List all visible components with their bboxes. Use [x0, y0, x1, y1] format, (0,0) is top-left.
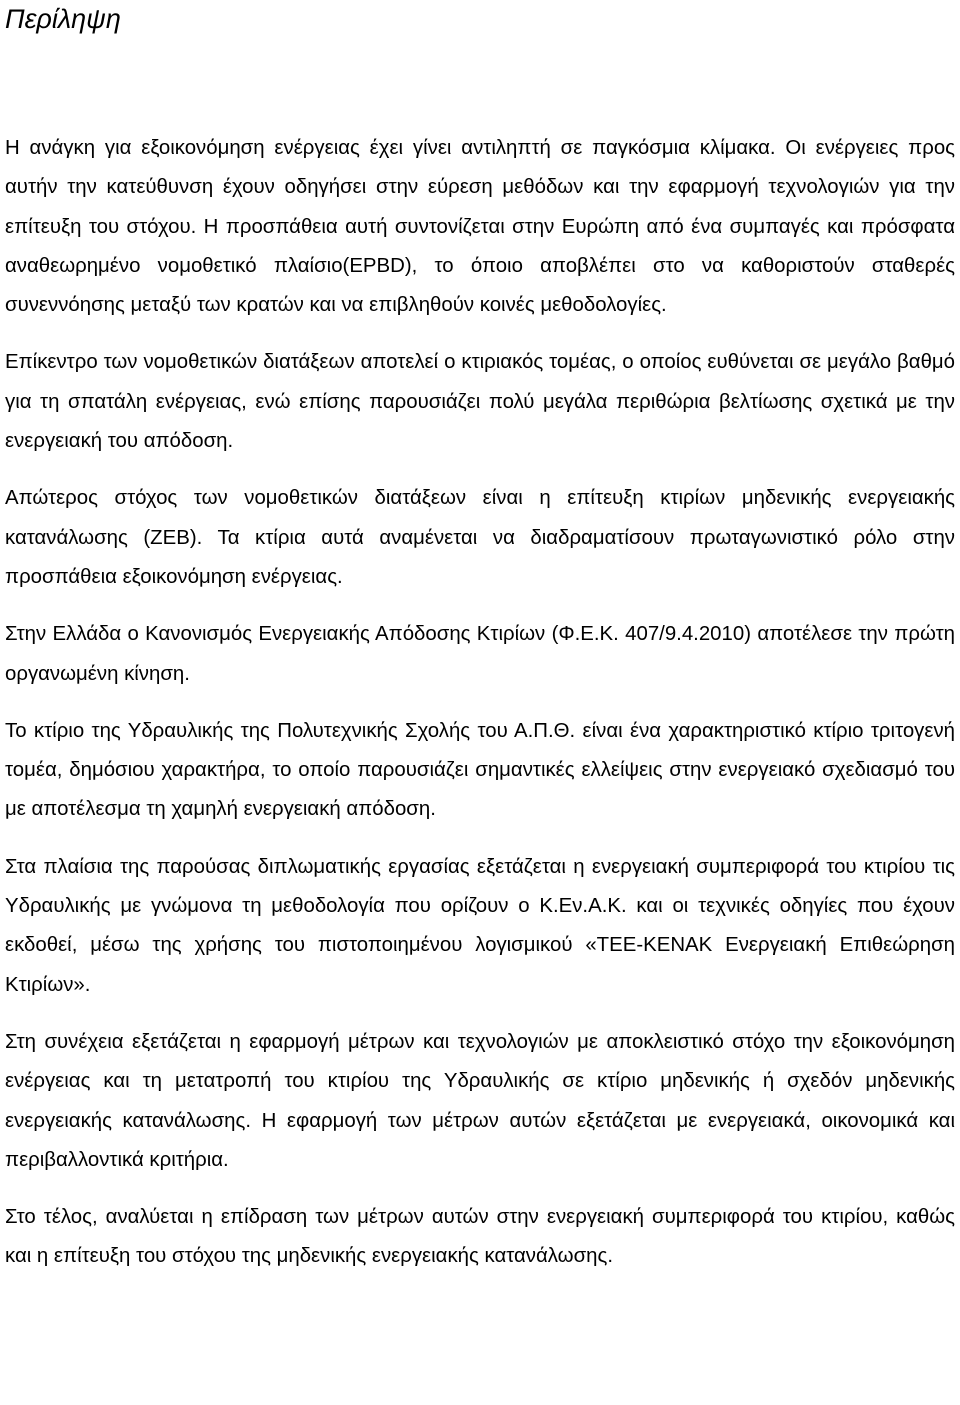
paragraph-3: Απώτερος στόχος των νομοθετικών διατάξεων είναι η επίτευξη κτιρίων μηδενικής ενεργειακής κατανάλωσης (ZEB). Τα κτίρια αυτά αναμένεται να διαδραματίσουν πρωταγωνιστικό ρόλο στην προσπάθεια εξοικονόμηση ενέργειας. [5, 487, 955, 588]
abstract-body [5, 129, 955, 1295]
document-page [5, 0, 955, 1268]
paragraph-1: Η ανάγκη για εξοικονόμηση ενέργειας έχει γίνει αντιληπτή σε παγκόσμια κλίμακα. Οι ενέργειες προς αυτήν την κατεύθυνση έχουν οδηγήσει στην εύρεση μεθόδων και την εφαρμογή τεχνολογιών για την επίτευξη του στόχου. Η προσπάθεια αυτή συντονίζεται στην Ευρώπη από ένα συμπαγές και πρόσφατα αναθεωρημένο νομοθετικό πλαίσιο(EPBD), το όποιο αποβλέπει στο να καθοριστούν σταθερές συνεννόησης μεταξύ των κρατών και να επιβληθούν κοινές μεθοδολογίες. [5, 137, 955, 317]
paragraph-6: Στα πλαίσια της παρούσας διπλωματικής εργασίας εξετάζεται η ενεργειακή συμπεριφορά του κτιρίου τις Υδραυλικής με γνώμονα τη μεθοδολογία που ορίζουν ο Κ.Εν.Α.Κ. και οι τεχνικές οδηγίες που έχουν εκδοθεί, μέσω της χρήσης του πιστοποιημένου λογισμικού «TEE-KENAK Ενεργειακή Επιθεώρηση Κτιρίων». [5, 855, 955, 996]
paragraph-8: Στο τέλος, αναλύεται η επίδραση των μέτρων αυτών στην ενεργειακή συμπεριφορά του κτιρίου, καθώς και η επίτευξη του στόχου της μηδενικής ενεργειακής κατανάλωσης. [5, 1206, 955, 1268]
paragraph-2: Επίκεντρο των νομοθετικών διατάξεων αποτελεί ο κτιριακός τομέας, ο οποίος ευθύνεται σε μεγάλο βαθμό για τη σπατάλη ενέργειας, ενώ επίσης παρουσιάζει πολύ μεγάλα περιθώρια βελτίωσης σχετικά με την ενεργειακή του απόδοση. [5, 351, 955, 453]
paragraph-5: Το κτίριο της Υδραυλικής της Πολυτεχνικής Σχολής του Α.Π.Θ. είναι ένα χαρακτηριστικό κτίριο τριτογενή τομέα, δημόσιου χαρακτήρα, το οποίο παρουσιάζει σημαντικές ελλείψεις στην ενεργειακό σχεδιασμό του με αποτέλεσμα τη χαμηλή ενεργειακή απόδοση. [5, 719, 955, 821]
page-title: Περίληψη [5, 4, 121, 34]
paragraph-7: Στη συνέχεια εξετάζεται η εφαρμογή μέτρων και τεχνολογιών με αποκλειστικό στόχο την εξοικονόμηση ενέργειας και τη μετατροπή του κτιρίου της Υδραυλικής σε κτίριο μηδενικής ή σχεδόν μηδενικής ενεργειακής κατανάλωσης. Η εφαρμογή των μέτρων αυτών εξετάζεται με ενεργειακά, οικονομικά και περιβαλλοντικά κριτήρια. [5, 1030, 955, 1171]
paragraph-4: Στην Ελλάδα ο Κανονισμός Ενεργειακής Απόδοσης Κτιρίων (Φ.Ε.Κ. 407/9.4.2010) αποτέλεσε την πρώτη οργανωμένη κίνηση. [5, 623, 955, 685]
